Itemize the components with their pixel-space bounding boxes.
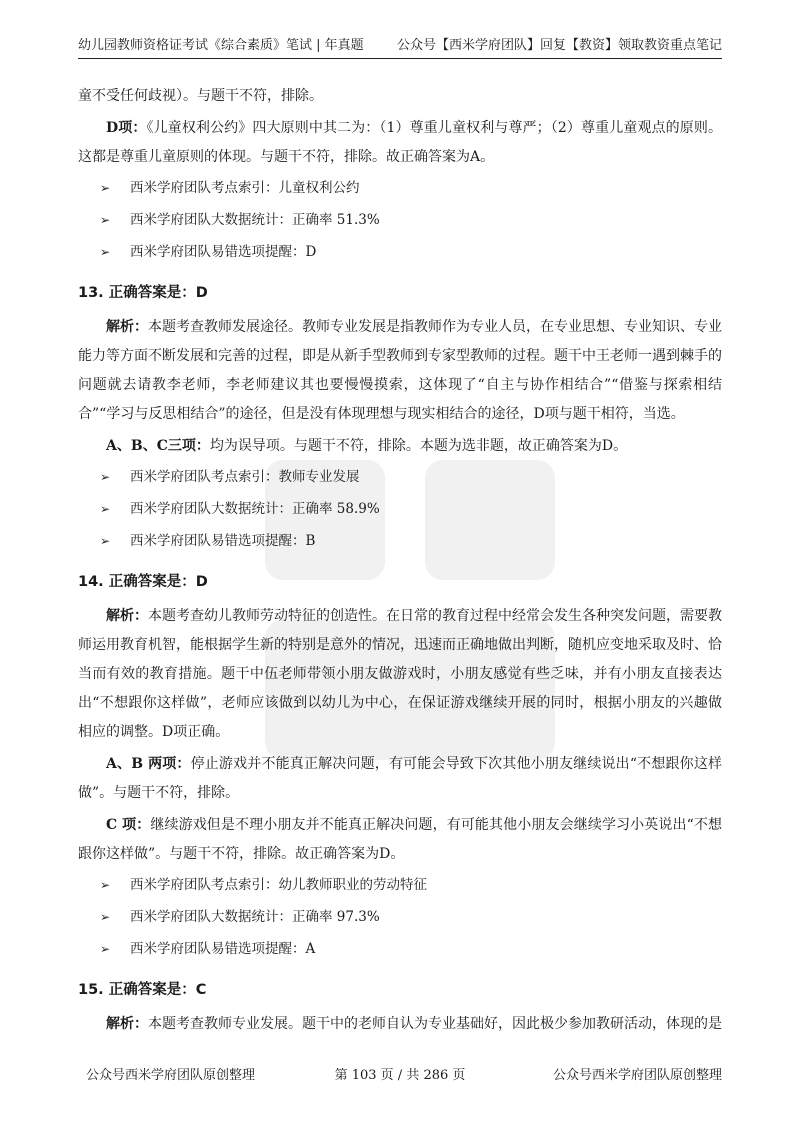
arrow-bullet-icon: ➢ xyxy=(100,181,111,195)
paragraph-text: 均为误导项。与题干不符，排除。本题为选非题，故正确答案为D。 xyxy=(209,438,628,454)
list-item xyxy=(78,207,722,233)
list-item xyxy=(78,528,722,554)
list-item-text: 西米学府团队考点索引：幼儿教师职业的劳动特征 xyxy=(130,877,427,893)
list-item-text: 西米学府团队易错选项提醒：B xyxy=(130,533,316,549)
question-heading: 14. 正确答案是：D xyxy=(78,574,208,590)
list-item-text: 西米学府团队易错选项提醒：A xyxy=(130,941,316,957)
arrow-bullet-icon: ➢ xyxy=(100,470,111,484)
analysis-label: 解析： xyxy=(106,319,148,335)
option-label: A、B、C三项： xyxy=(106,438,210,454)
list-item-text: 西米学府团队大数据统计：正确率 51.3% xyxy=(130,212,380,228)
list-item-text: 西米学府团队易错选项提醒：D xyxy=(130,244,317,260)
paragraph xyxy=(78,432,722,461)
list-item-text: 西米学府团队考点索引：教师专业发展 xyxy=(130,469,360,485)
list-item-text: 西米学府团队考点索引：儿童权利公约 xyxy=(130,180,360,196)
paragraph xyxy=(78,114,722,172)
analysis-label: 解析： xyxy=(106,608,148,624)
arrow-bullet-icon: ➢ xyxy=(100,245,111,259)
paragraph xyxy=(78,602,722,747)
footer-left-text: 公众号西米学府团队原创整理 xyxy=(86,1068,256,1083)
paragraph-text: 继续游戏但是不理小朋友并不能真正解决问题，有可能其他小朋友会继续学习小英说出“不想跟你这样做”。与题干不符，排除。故正确答案为D。 xyxy=(78,817,722,862)
arrow-bullet-icon: ➢ xyxy=(100,213,111,227)
option-label: A、B 两项： xyxy=(106,756,191,772)
footer-right-text: 公众号西米学府团队原创整理 xyxy=(552,1068,722,1083)
list-item xyxy=(78,496,722,522)
list-item-text: 西米学府团队大数据统计：正确率 97.3% xyxy=(130,909,380,925)
arrow-bullet-icon: ➢ xyxy=(100,534,111,548)
option-label: C 项： xyxy=(106,817,151,833)
paragraph xyxy=(78,811,722,869)
paragraph: 童不受任何歧视）。与题干不符，排除。 xyxy=(78,88,323,104)
paragraph-text: 《儿童权利公约》四大原则中其二为：（1）尊重儿童权利与尊严；（2）尊重儿童观点的原则。这都是尊重儿童原则的体现。与题干不符，排除。故正确答案为A。 xyxy=(78,120,723,165)
page-content xyxy=(78,82,722,1042)
arrow-bullet-icon: ➢ xyxy=(100,942,111,956)
paragraph xyxy=(78,750,722,808)
arrow-bullet-icon: ➢ xyxy=(100,502,111,516)
list-item-text: 西米学府团队大数据统计：正确率 58.9% xyxy=(130,501,380,517)
paragraph-text: 本题考查教师专业发展。题干中的老师自认为专业基础好，因此极少参加教研活动，体现的是 xyxy=(148,1016,722,1032)
list-item xyxy=(78,464,722,490)
question-heading: 13. 正确答案是：D xyxy=(78,285,208,301)
arrow-bullet-icon: ➢ xyxy=(100,910,111,924)
paragraph xyxy=(78,313,722,429)
list-item xyxy=(78,872,722,898)
paragraph-text: 停止游戏并不能真正解决问题，有可能会导致下次其他小朋友继续说出“不想跟你这样做”。与题干不符，排除。 xyxy=(78,756,723,801)
list-item xyxy=(78,175,722,201)
question-heading: 15. 正确答案是：C xyxy=(78,982,207,998)
list-item xyxy=(78,239,722,265)
page-number: 第 103 页 / 共 286 页 xyxy=(334,1068,466,1083)
paragraph-text: 本题考查教师发展途径。教师专业发展是指教师作为专业人员，在专业思想、专业知识、专业能力等方面不断发展和完善的过程，即是从新手型教师到专家型教师的过程。题干中王老师一遇到棘手的问题就去请教李老师，李老师建议其也要慢慢摸索，这体现了“自主与协作相结合”“借鉴与探索相结合”“学习与反思相结合”的途径，但是没有体现理想与现实相结合的途径，D项与题干相符，当选。 xyxy=(78,319,722,422)
header-right-text: 公众号【西米学府团队】回复【教资】领取教资重点笔记 xyxy=(396,38,722,53)
analysis-label: 解析： xyxy=(106,1016,148,1032)
paragraph xyxy=(78,1010,722,1039)
header-left-text: 幼儿园教师资格证考试《综合素质》笔试 | 年真题 xyxy=(78,38,364,53)
option-label: D项： xyxy=(106,120,147,136)
list-item xyxy=(78,936,722,962)
arrow-bullet-icon: ➢ xyxy=(100,878,111,892)
page-header xyxy=(78,34,722,59)
paragraph-text: 本题考查幼儿教师劳动特征的创造性。在日常的教育过程中经常会发生各种突发问题，需要教师运用教育机智，能根据学生新的特别是意外的情况，迅速而正确地做出判断，随机应变地采取及时、恰当而有效的教育措施。题干中伍老师带领小朋友做游戏时，小朋友感觉有些乏味，并有小朋友直接表达出“不想跟你这样做”，老师应该做到以幼儿为中心，在保证游戏继续开展的同时，根据小朋友的兴趣做相应的调整。D项正确。 xyxy=(78,608,722,740)
list-item xyxy=(78,904,722,930)
